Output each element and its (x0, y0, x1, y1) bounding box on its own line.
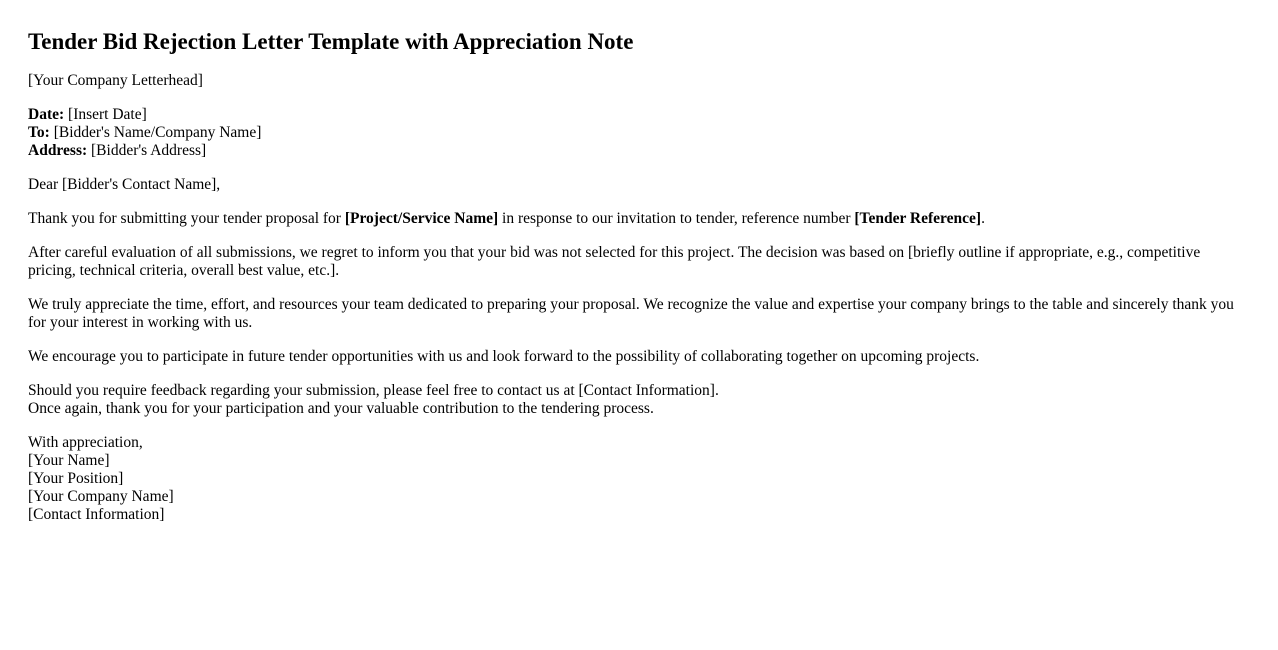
to-label: To: (28, 124, 50, 141)
letter-document (28, 0, 1250, 540)
thanks-again-line: Once again, thank you for your participation and your valuable contribution to the tendering process. (28, 400, 654, 417)
paragraph-thanks-text-3: . (981, 210, 985, 227)
paragraph-thanks-text-1: Thank you for submitting your tender proposal for (28, 210, 345, 227)
to-line (28, 124, 1250, 142)
date-line (28, 106, 1250, 124)
date-label: Date: (28, 106, 65, 123)
feedback-line: Should you require feedback regarding your submission, please feel free to contact us at [Contact Information]. (28, 382, 719, 399)
address-label: Address: (28, 142, 88, 159)
paragraph-feedback (28, 382, 1250, 418)
address-value: [Bidder's Address] (91, 142, 207, 159)
recipient-details (28, 106, 1250, 160)
paragraph-thanks-text-2: in response to our invitation to tender, reference number (498, 210, 855, 227)
paragraph-encouragement: We encourage you to participate in future tender opportunities with us and look forward to the possibility of collaborating together on upcoming projects. (28, 348, 980, 365)
signer-name: [Your Name] (28, 452, 110, 469)
signature-block (28, 434, 1250, 524)
signer-company: [Your Company Name] (28, 488, 174, 505)
date-value: [Insert Date] (68, 106, 147, 123)
address-line (28, 142, 1250, 160)
project-name: [Project/Service Name] (344, 210, 499, 227)
page-title: Tender Bid Rejection Letter Template with Appreciation Note (28, 29, 634, 54)
tender-reference: [Tender Reference] (854, 210, 982, 227)
signer-contact: [Contact Information] (28, 506, 165, 523)
letterhead: [Your Company Letterhead] (28, 72, 203, 89)
signoff: With appreciation, (28, 434, 143, 451)
paragraph-thanks (28, 210, 1250, 228)
to-value: [Bidder's Name/Company Name] (53, 124, 262, 141)
paragraph-decision: After careful evaluation of all submissions, we regret to inform you that your bid was not selected for this project. The decision was based on [briefly outline if appropriate, e.g., competitive pricing, technical criteria, overall best value, etc.]. (28, 244, 1201, 279)
salutation: Dear [Bidder's Contact Name], (28, 176, 221, 193)
paragraph-appreciation: We truly appreciate the time, effort, and resources your team dedicated to preparing your proposal. We recognize the value and expertise your company brings to the table and sincerely thank you for your interest in working with us. (28, 296, 1234, 331)
signer-position: [Your Position] (28, 470, 124, 487)
